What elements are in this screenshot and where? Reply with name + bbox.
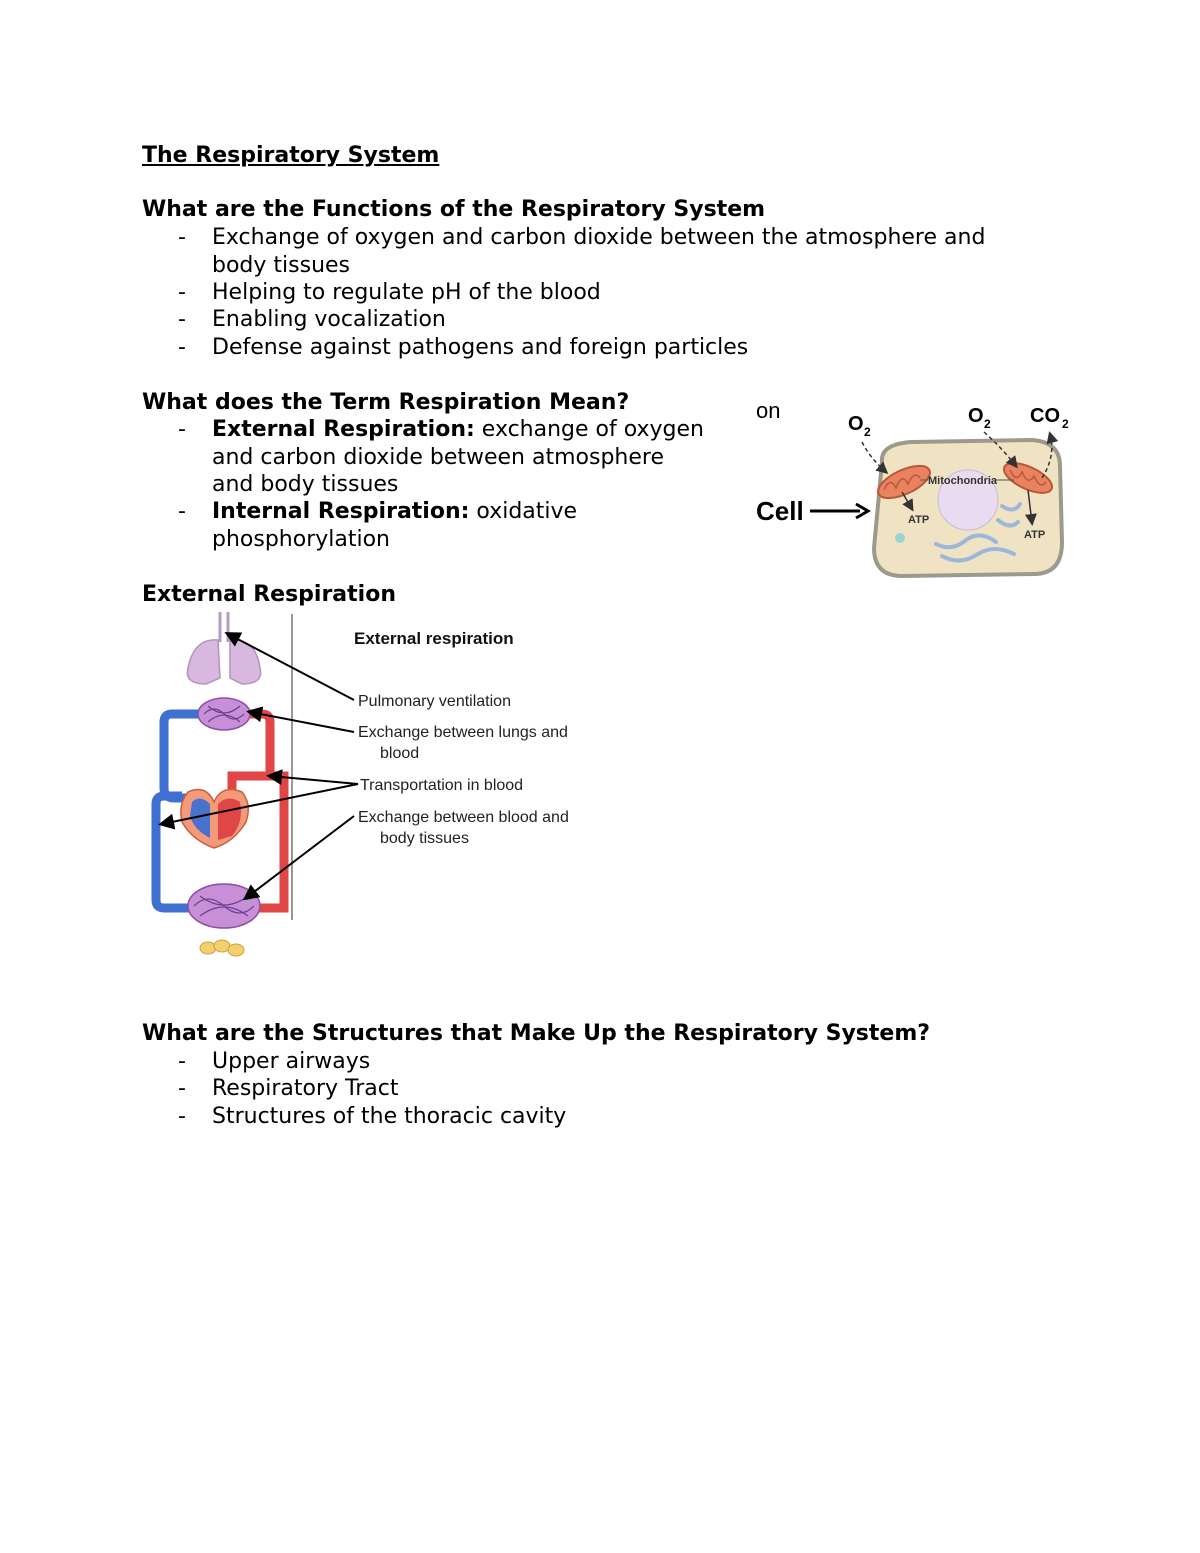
list-item-text: Respiratory Tract [212,1076,399,1101]
structures-heading: What are the Structures that Make Up the Respiratory System? [142,1021,931,1046]
svg-text:CO: CO [1030,405,1060,427]
atp-label-right: ATP [1024,529,1046,541]
right-lung [230,640,261,684]
svg-text:O: O [968,405,984,427]
bullet-dash: - [178,307,186,332]
external-respiration-heading: External Respiration [142,582,396,607]
bullet-dash: - [178,225,186,250]
o2-mid-label [968,405,991,431]
functions-heading: What are the Functions of the Respiratory System [142,197,766,222]
bullet-dash: - [178,499,186,524]
cell-respiration-figure [752,392,1074,584]
cut-off-label: on [756,398,781,423]
left-lung [187,640,220,684]
trachea [220,612,228,642]
respiration-heading: What does the Term Respiration Mean? [142,390,630,415]
label-pulmonary-ventilation: Pulmonary ventilation [358,693,511,710]
svg-text:O: O [848,413,864,435]
external-respiration-figure [148,608,608,970]
co2-label [1030,405,1069,431]
o2-left-label [848,413,871,439]
bullet-dash: - [178,1049,186,1074]
list-item-text: Enabling vocalization [212,307,446,332]
label-transportation: Transportation in blood [360,777,524,794]
pulmonary-artery [164,714,198,788]
cell-label: Cell [756,496,804,526]
bullet-dash: - [178,335,186,360]
figure-title: External respiration [354,629,514,648]
label-exchange-blood-tissues-2: body tissues [380,830,469,847]
bullet-dash: - [178,1104,186,1129]
mitochondria-label: Mitochondria [928,475,998,487]
list-item-text: Upper airways [212,1049,371,1074]
organelle-dot [895,533,905,543]
svg-text:2: 2 [984,417,991,431]
term-external: External Respiration: [212,417,475,442]
list-item-text: Helping to regulate pH of the blood [212,280,601,305]
document-title: The Respiratory System [142,143,440,168]
list-item-text: Internal Respiration: oxidative phosphorylation [212,499,578,552]
svg-text:2: 2 [864,425,871,439]
list-item-text: External Respiration: exchange of oxygen and carbon dioxide between atmosphere and body tissues [212,417,704,497]
list-item-text: Exchange of oxygen and carbon dioxide between the atmosphere and body tissues [212,225,986,278]
systemic-artery [258,776,284,908]
bullet-dash: - [178,280,186,305]
cell-arrow [810,504,868,518]
label-exchange-blood-tissues: Exchange between blood and [358,809,569,826]
atp-label-left: ATP [908,514,930,526]
bullet-dash: - [178,1076,186,1101]
list-item-text: Structures of the thoracic cavity [212,1104,567,1129]
label-exchange-lungs-blood: Exchange between lungs and [358,724,568,741]
bullet-dash: - [178,417,186,442]
body-tissue-cells [200,940,244,956]
svg-text:2: 2 [1062,417,1069,431]
list-item-text: Defense against pathogens and foreign particles [212,335,749,360]
term-internal: Internal Respiration: [212,499,470,524]
label-exchange-lungs-blood-2: blood [380,745,420,762]
